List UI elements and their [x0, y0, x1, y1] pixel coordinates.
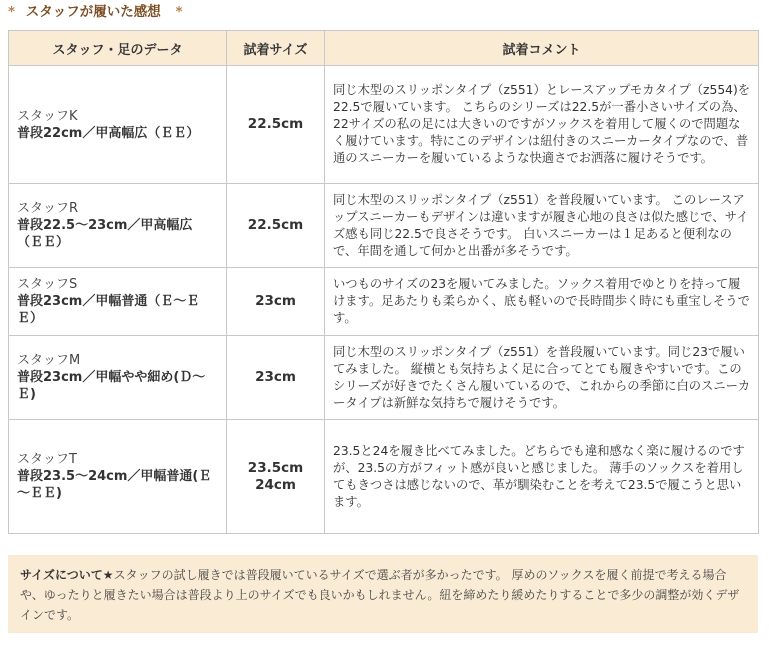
staff-name: スタッフT	[17, 452, 77, 467]
comment-cell: 23.5と24を履き比べてみました。どちらでも違和感なく楽に履けるのですが、23.5の方がフィット感が良いと感じました。 薄手のソックスを着用してもきつさは感じないので、革が馴染むことを考えて23.5で履こうと思います。	[325, 420, 759, 534]
staff-data-cell	[9, 268, 227, 336]
try-size: 24cm	[255, 476, 296, 493]
staff-fitting-table	[8, 30, 759, 534]
foot-data: 普段22cm／甲高幅広（ＥＥ）	[17, 125, 200, 141]
foot-data: 普段23cm／甲幅普通（Ｅ～ＥＥ）	[17, 294, 200, 326]
try-size: 22.5cm	[247, 217, 304, 233]
table-row	[9, 268, 759, 336]
header-staff-data: スタッフ・足のデータ	[9, 31, 227, 66]
table-row	[9, 420, 759, 534]
try-size: 23cm	[255, 293, 296, 309]
table-row	[9, 336, 759, 420]
staff-name: スタッフS	[17, 277, 78, 292]
table-row	[9, 184, 759, 268]
staff-data-cell	[9, 184, 227, 268]
size-note-box	[8, 555, 758, 633]
try-size-cell	[227, 66, 325, 184]
staff-data-cell	[9, 420, 227, 534]
try-size: 23cm	[255, 369, 296, 385]
table-row	[9, 66, 759, 184]
staff-name: スタッフR	[17, 201, 79, 216]
header-try-size: 試着サイズ	[227, 31, 325, 66]
try-size: 22.5cm	[247, 116, 304, 132]
header-comment: 試着コメント	[325, 31, 759, 66]
staff-data-cell	[9, 336, 227, 420]
foot-data: 普段23cm／甲幅やや細め(Ｄ～Ｅ)	[17, 370, 206, 402]
try-size-cell	[227, 184, 325, 268]
staff-name: スタッフM	[17, 353, 81, 368]
foot-data: 普段22.5～23cm／甲高幅広（ＥＥ）	[17, 218, 193, 250]
comment-cell: いつものサイズの23を履いてみました。ソックス着用でゆとりを持って履けます。足あたりも柔らかく、底も軽いので長時間歩く時にも重宝しそうです。	[325, 268, 759, 336]
section-heading	[8, 2, 183, 24]
comment-cell: 同じ木型のスリッポンタイプ（z551）を普段履いています。 このレースアップスニーカーもデザインは違いますが履き心地の良さは似た感じで、サイズ感も同じ22.5で良さそうです。 白いスニーカーは１足あると便利なので、年間を通して何かと出番が多そうです。	[325, 184, 759, 268]
size-note-label: サイズについて★	[20, 568, 114, 582]
comment-cell: 同じ木型のスリッポンタイプ（z551）とレースアップモカタイプ（z554)を22.5で履いています。 こちらのシリーズは22.5が一番小さいサイズの為、22サイズの私の足には大きいのですがソックスを着用して履くので問題なく履けています。特にこのデザインは紐付きのスニーカータイプなので、普通のスニーカーを履いているような快適さでお洒落に履けそうです。	[325, 66, 759, 184]
try-size-cell	[227, 420, 325, 534]
staff-name: スタッフK	[17, 108, 78, 124]
table-header-row	[9, 31, 759, 66]
try-size-cell	[227, 336, 325, 420]
try-size-cell	[227, 268, 325, 336]
try-size: 23.5cm	[247, 459, 304, 476]
size-note-text: スタッフの試し履きでは普段履いているサイズで選ぶ者が多かったです。 厚めのソックスを履く前提で考える場合や、ゆったりと履きたい場合は普段より上のサイズでも良いかもしれません。紐を締めたり緩めたりすることで多少の調整が効くデザインです。	[20, 568, 740, 622]
heading-star-right: *	[175, 4, 183, 20]
staff-data-cell	[9, 66, 227, 184]
foot-data: 普段23.5～24cm／甲幅普通(Ｅ～ＥＥ)	[17, 469, 212, 501]
comment-cell: 同じ木型のスリッポンタイプ（z551）を普段履いています。同じ23で履いてみました。 縦横とも気持ちよく足に合ってとても履きやすいです。このシリーズが好きでたくさん履いているので、これからの季節に白のスニーカータイプは新鮮な気持ちで履けそうです。	[325, 336, 759, 420]
heading-star-left: *	[8, 4, 16, 20]
heading-title: スタッフが履いた感想	[25, 4, 161, 20]
